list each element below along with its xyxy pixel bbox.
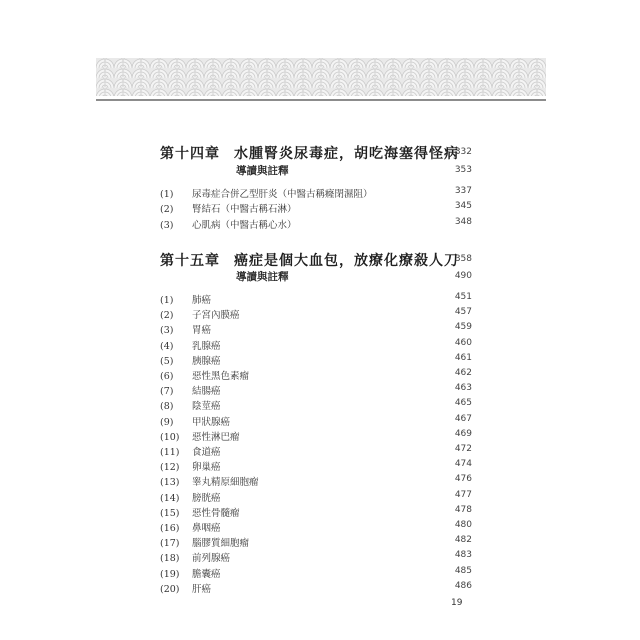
entry-number: (18)	[160, 553, 180, 565]
entry-number: (17)	[160, 538, 180, 550]
entry-label: 腦膠質細胞瘤	[192, 538, 250, 550]
entry-label: 惡性淋巴瘤	[192, 431, 240, 443]
entry-number: (20)	[160, 583, 180, 595]
entry-page-number: 472	[454, 444, 472, 454]
toc-entry[interactable]	[160, 217, 472, 233]
entry-number: (1)	[160, 189, 174, 200]
chapter-14-subhead-page: 353	[454, 165, 472, 175]
entry-number: (11)	[160, 447, 180, 458]
chapter-15-subhead: 導讀與註釋	[236, 271, 289, 283]
entry-label: 膀胱癌	[192, 492, 221, 504]
chapter-15-subhead-page: 490	[454, 271, 472, 281]
entry-label: 前列腺癌	[192, 553, 231, 565]
page-number-footer: 19	[451, 598, 463, 608]
entry-page-number: 482	[454, 535, 472, 546]
entry-label: 腎結石（中醫古稱石淋）	[192, 204, 297, 216]
entry-label: 肺癌	[192, 295, 212, 306]
toc-entry[interactable]	[160, 444, 472, 460]
entry-page-number: 478	[454, 504, 472, 515]
entry-number: (6)	[160, 371, 174, 382]
entry-label: 食道癌	[192, 447, 221, 458]
entry-number: (2)	[160, 310, 174, 322]
entry-page-number: 477	[454, 489, 472, 500]
chapter-14-title	[160, 143, 459, 163]
entry-page-number: 486	[454, 580, 472, 591]
chapter-number: 第十五章	[160, 253, 220, 269]
entry-label: 惡性骨髓瘤	[192, 507, 240, 519]
entry-number: (3)	[160, 219, 174, 231]
entry-label: 卵巢癌	[192, 462, 221, 474]
entry-number: (19)	[160, 568, 180, 580]
toc-entry[interactable]	[160, 292, 472, 308]
entry-number: (5)	[160, 355, 174, 367]
entry-page-number: 476	[454, 474, 472, 485]
toc-entry[interactable]	[160, 368, 472, 384]
entry-label: 肝癌	[192, 583, 212, 595]
entry-page-number: 467	[454, 413, 472, 424]
toc-entry[interactable]	[160, 186, 472, 202]
toc-entry[interactable]	[160, 322, 472, 338]
entry-page-number: 462	[454, 368, 472, 378]
chapter-15-page: 358	[454, 254, 472, 264]
entry-page-number: 474	[454, 459, 472, 470]
toc-entry[interactable]	[160, 550, 472, 566]
toc-entry[interactable]	[160, 383, 472, 399]
entry-number: (16)	[160, 523, 180, 534]
entry-label: 胰腺癌	[192, 355, 221, 367]
entry-page-number: 465	[454, 398, 472, 409]
entry-page-number: 463	[454, 383, 472, 394]
entry-label: 尿毒症合併乙型肝炎（中醫古稱癃閉濕阻）	[192, 189, 373, 200]
toc-entry[interactable]	[160, 201, 472, 217]
entry-page-number: 345	[454, 201, 472, 212]
wave-pattern-icon	[96, 58, 546, 96]
chapter-name: 水腫腎炎尿毒症，胡吃海塞得怪病	[234, 146, 459, 162]
entry-label: 睾丸精原細胞瘤	[192, 477, 259, 489]
toc-entry[interactable]	[160, 398, 472, 414]
toc-entry[interactable]	[160, 490, 472, 506]
entry-page-number: 485	[454, 565, 472, 576]
chapter-14-page: 332	[454, 147, 472, 157]
banner-rule	[96, 99, 546, 101]
toc-entry[interactable]	[160, 338, 472, 354]
entry-page-number: 457	[454, 307, 472, 318]
entry-label: 結腸癌	[192, 386, 221, 398]
entry-label: 惡性黑色素瘤	[192, 371, 250, 382]
entry-number: (10)	[160, 431, 180, 443]
toc-entry[interactable]	[160, 566, 472, 582]
decorative-wave-banner	[96, 58, 546, 96]
entry-page-number: 451	[454, 292, 472, 302]
toc-entry[interactable]	[160, 459, 472, 475]
entry-number: (9)	[160, 416, 174, 428]
entry-number: (3)	[160, 325, 174, 337]
entry-label: 心肌病（中醫古稱心水）	[192, 219, 297, 231]
entry-number: (1)	[160, 295, 174, 306]
entry-page-number: 480	[454, 520, 472, 530]
entry-page-number: 460	[454, 337, 472, 348]
entry-label: 膽囊癌	[192, 568, 221, 580]
entry-page-number: 348	[454, 216, 472, 227]
toc-entry[interactable]	[160, 505, 472, 521]
toc-entry[interactable]	[160, 581, 472, 597]
toc-entry[interactable]	[160, 429, 472, 445]
toc-entry[interactable]	[160, 353, 472, 369]
entry-page-number: 461	[454, 352, 472, 363]
entry-number: (2)	[160, 204, 174, 216]
entry-page-number: 337	[454, 186, 472, 196]
toc-entry[interactable]	[160, 307, 472, 323]
chapter-15-title	[160, 250, 459, 270]
chapter-14-subhead: 導讀與註釋	[236, 165, 289, 177]
entry-label: 胃癌	[192, 325, 212, 337]
toc-entry[interactable]	[160, 520, 472, 536]
entry-number: (8)	[160, 401, 174, 413]
toc-entry[interactable]	[160, 474, 472, 490]
entry-page-number: 483	[454, 550, 472, 561]
entry-label: 子宮內膜癌	[192, 310, 240, 322]
toc-entry[interactable]	[160, 414, 472, 430]
entry-label: 甲狀腺癌	[192, 416, 231, 428]
entry-label: 陰莖癌	[192, 401, 221, 413]
entry-number: (4)	[160, 340, 174, 352]
entry-number: (14)	[160, 492, 180, 504]
entry-page-number: 459	[454, 322, 472, 333]
toc-entry[interactable]	[160, 535, 472, 551]
entry-page-number: 469	[454, 428, 472, 439]
entry-label: 鼻咽癌	[192, 523, 221, 534]
chapter-number: 第十四章	[160, 146, 220, 162]
entry-number: (15)	[160, 507, 180, 519]
chapter-name: 癌症是個大血包，放療化療殺人刀	[234, 253, 459, 269]
entry-number: (12)	[160, 462, 180, 474]
entry-label: 乳腺癌	[192, 340, 221, 352]
entry-number: (7)	[160, 386, 174, 398]
entry-number: (13)	[160, 477, 180, 489]
